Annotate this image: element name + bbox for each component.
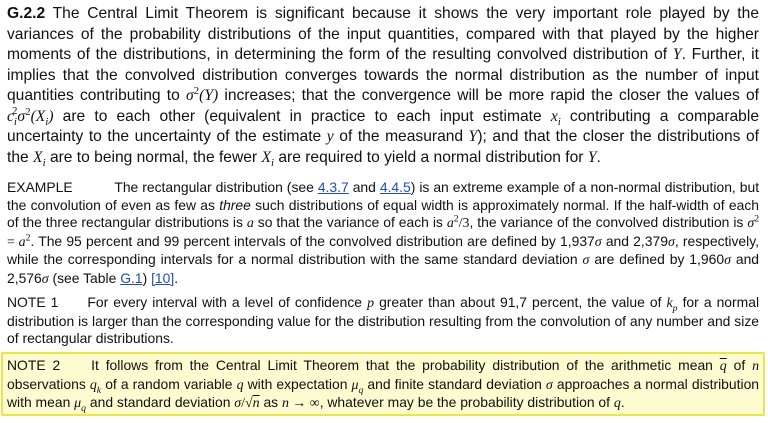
ref-link-4-3-7[interactable]: 4.3.7 — [317, 179, 349, 195]
sigma-over-sqrt-n: σ/√n — [234, 396, 260, 412]
var-p: p — [367, 296, 375, 311]
var-k-p: $k_p$ — [666, 296, 678, 314]
var-q: q — [236, 377, 244, 393]
c-sigma-X: $c_i^2\sigma^2(X_i)$ — [7, 105, 54, 128]
example-label: EXAMPLE — [7, 179, 73, 195]
var-a: a — [246, 216, 254, 232]
section-text-2: increases; that the convergence will be more rapid the closer the values of — [224, 87, 759, 104]
example-paragraph: EXAMPLE The rectangular distribution (see 4.3.7 and 4.4.5) is an extreme example of a non-normal distribution, but the convolution of even as few as three such distributions of equal width is approximately normal. If the half-width of each of the three rectangular distributions is a so that the variance of each is $a^2/3$, the variance of the convolved distribution is $\sigma^2 = a^2$. The 95 percent and 99 percent intervals of the convolved distribution are defined by 1,937σ and 2,379σ, respectively, while the corresponding intervals for a normal distribution with the same standard deviation σ are defined by 1,960σ and 2,576σ (see Table G.1) [10]. — [7, 179, 760, 287]
var-y: y — [326, 128, 334, 145]
section-number: G.2.2 — [7, 5, 46, 22]
var-mu-q-2: $\mu_q$ — [74, 396, 87, 414]
ref-link-table-g1[interactable]: G.1 — [120, 269, 143, 286]
sigma-squared-Y: $\sigma^2(Y)$ — [185, 84, 219, 104]
section-text-6: ); and that the closer the distributions of the — [7, 128, 759, 166]
note1-paragraph: NOTE 1 For every interval with a level of confidence p greater than about 91,7 percent, the value of $k_p$ for a normal distribution is larger than the corresponding value for the distribution resulting from the convolution of any number and size of rectangular distributions. — [7, 294, 760, 347]
section-text-5: of the measurand — [339, 128, 464, 145]
ref-link-10[interactable]: [10] — [151, 269, 175, 286]
section-text-4: contributing a comparable uncertainty to the uncertainty of the estimate — [7, 107, 759, 145]
note2-paragraph: NOTE 2 It follows from the Central Limit Theorem that the probability distribution of the arithmetic mean $\overline{q}$ of n observations $q_k$ of a random variable q with expectation $\mu_q$ and finite standard deviation σ approaches a normal distribution with mean $\mu_q$ and standard deviation σ/√n as n → ∞, whatever may be the probability distribution of q. — [7, 357, 760, 414]
emphasis-three: three — [219, 196, 251, 213]
section-text-8: are required to yield a normal distribution for — [278, 148, 584, 166]
var-q-2: q — [613, 396, 621, 412]
var-Y-2: Y — [468, 128, 478, 145]
section-text-9: . — [596, 148, 601, 166]
var-x-i: $x_i$ — [550, 107, 561, 128]
section-text-7: are to being normal, the fewer — [49, 148, 258, 166]
n-to-infinity: n → ∞ — [281, 396, 320, 412]
var-sigma: σ — [545, 377, 553, 393]
sigma-squared-equals-a-squared: $\sigma^2 = a^2$ — [7, 213, 760, 250]
var-X-i-2: $X_i$ — [261, 148, 275, 169]
var-q-bar: $\overline{q}$ — [719, 359, 727, 374]
var-Y-3: Y — [587, 148, 597, 166]
var-mu-q: $\mu_q$ — [351, 377, 364, 396]
var-q-k: $q_k$ — [89, 377, 102, 396]
section-text-intro: The Central Limit Theorem is significant because it shows the very important role played by the variances of the probability distributions of the input quantities, compared with that played by the higher moments of the distributions, in determining the form of the resulting convolved distribution of — [7, 5, 759, 63]
section-text-3: are to each other (equivalent in practice to each input estimate — [62, 107, 542, 125]
section-text-1: . Further, it implies that the convolved distribution converges towards the normal distribution as the number of input quantities contributing to — [7, 46, 759, 104]
ref-link-4-4-5[interactable]: 4.4.5 — [379, 179, 411, 195]
note1-label: NOTE 1 — [7, 294, 59, 310]
note2-label: NOTE 2 — [7, 357, 61, 373]
var-n: n — [752, 359, 760, 374]
section-g22-paragraph — [7, 4, 759, 168]
var-X-i: $X_i$ — [33, 148, 46, 169]
var-Y: Y — [672, 46, 682, 63]
a-squared-over-3: $a^2/3$ — [446, 213, 470, 232]
